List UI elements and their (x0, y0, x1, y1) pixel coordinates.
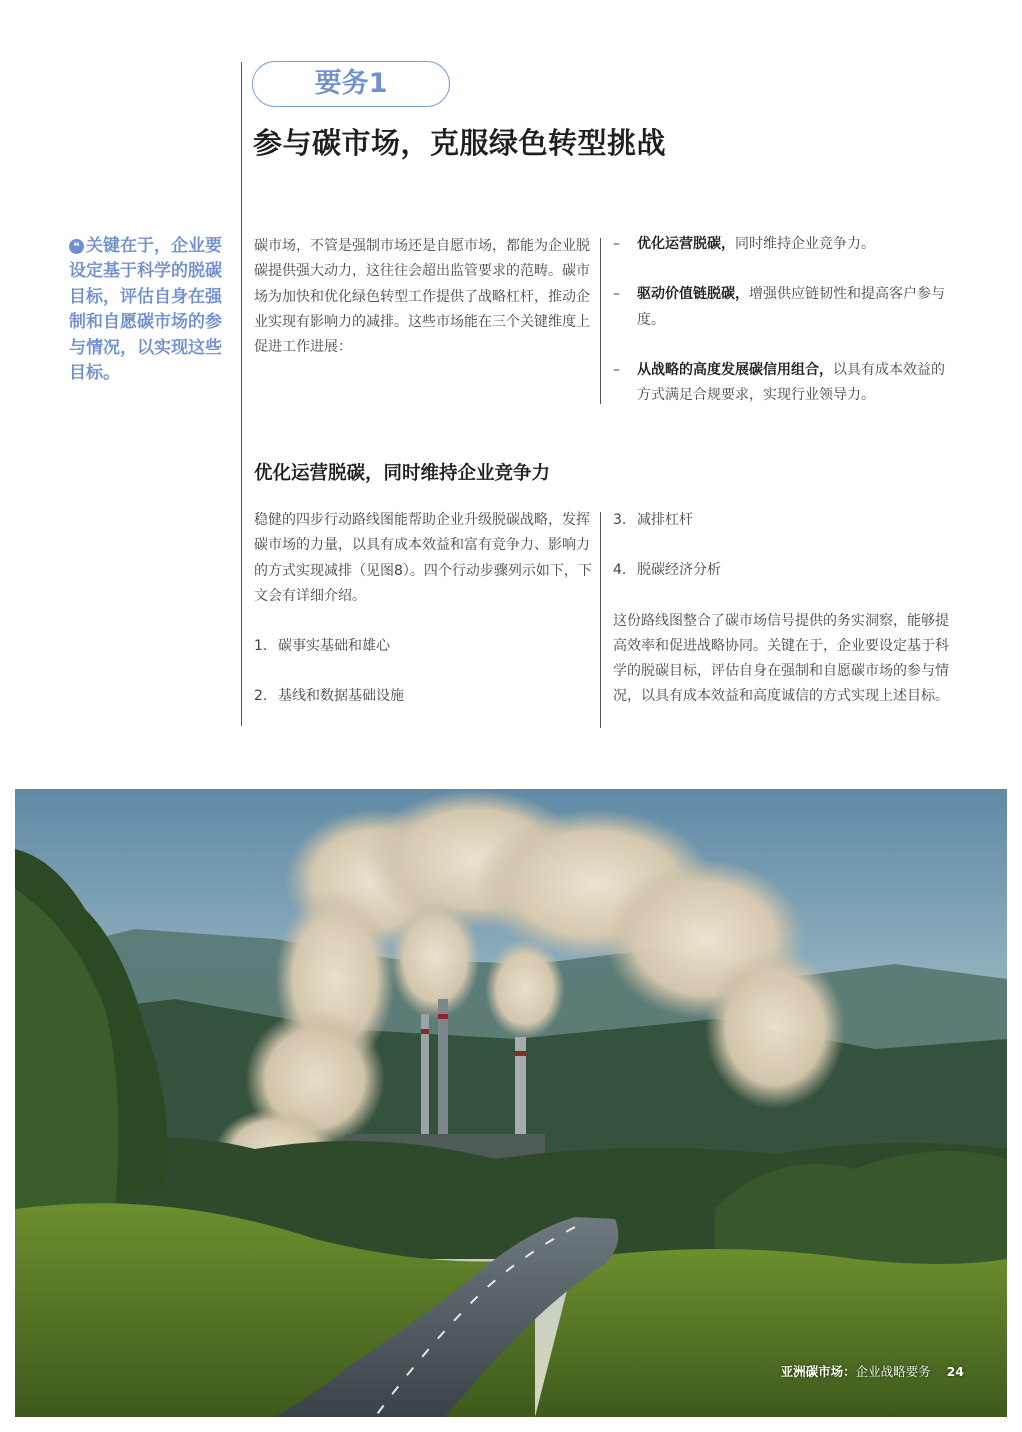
footer-publication: 企业战略要务 (855, 1364, 931, 1379)
intro-column (254, 234, 594, 360)
intro-paragraph: 碳市场，不管是强制市场还是自愿市场，都能为企业脱碳提供强大动力，这往往会超出监管要求的范畴。碳市场为加快和优化绿色转型工作提供了战略杠杆，推动企业实现有影响力的减排。这些市场能在三个关键维度上促进工作进展： (254, 238, 590, 356)
page-title: 参与碳市场，克服绿色转型挑战 (253, 126, 667, 160)
quote-icon: ❝ (69, 239, 84, 254)
pull-quote (69, 234, 234, 386)
landscape-photo (15, 789, 1007, 1417)
step-item: 1. 碳事实基础和雄心 (254, 638, 390, 655)
dimensions-list (613, 232, 953, 408)
step-item: 2. 基线和数据基础设施 (254, 688, 404, 705)
roadmap-paragraph: 稳健的四步行动路线图能帮助企业升级脱碳战略，发挥碳市场的力量，以具有成本效益和富有竞争力、影响力的方式实现减排（见图8）。四个行动步骤列示如下，下文会有详细介绍。 (254, 512, 592, 604)
left-vertical-rule (241, 62, 242, 726)
dimension-item: – 驱动价值链脱碳，增强供应链韧性和提高客户参与度。 (613, 286, 945, 328)
factory-landscape-illustration (15, 789, 1007, 1417)
column-separator-top (600, 238, 601, 404)
pull-quote-text: 关键在于，企业要设定基于科学的脱碳目标，评估自身在强制和自愿碳市场的参与情况，以实现这些目标。 (69, 236, 222, 384)
page-footer (781, 1362, 964, 1380)
roadmap-column-right (613, 508, 953, 710)
step-item: 3. 减排杠杆 (613, 512, 693, 528)
roadmap-column (254, 508, 594, 710)
footer-publication-bold: 亚洲碳市场： (780, 1364, 856, 1379)
page-number: 24 (946, 1364, 964, 1379)
section-badge: 要务1 (252, 61, 450, 107)
step-item: 4. 脱碳经济分析 (613, 562, 721, 579)
section-subheading: 优化运营脱碳，同时维持企业竞争力 (254, 463, 551, 484)
dimension-item: – 优化运营脱碳，同时维持企业竞争力。 (613, 236, 875, 252)
dimension-item: – 从战略的高度发展碳信用组合，以具有成本效益的方式满足合规要求，实现行业领导力。 (613, 361, 945, 404)
column-separator-bottom (600, 512, 601, 728)
conclusion-paragraph: 这份路线图整合了碳市场信号提供的务实洞察，能够提高效率和促进战略协同。关键在于，企业要设定基于科学的脱碳目标，评估自身在强制和自愿碳市场的参与情况，以具有成本效益和高度诚信的方式实现上述目标。 (613, 612, 949, 705)
